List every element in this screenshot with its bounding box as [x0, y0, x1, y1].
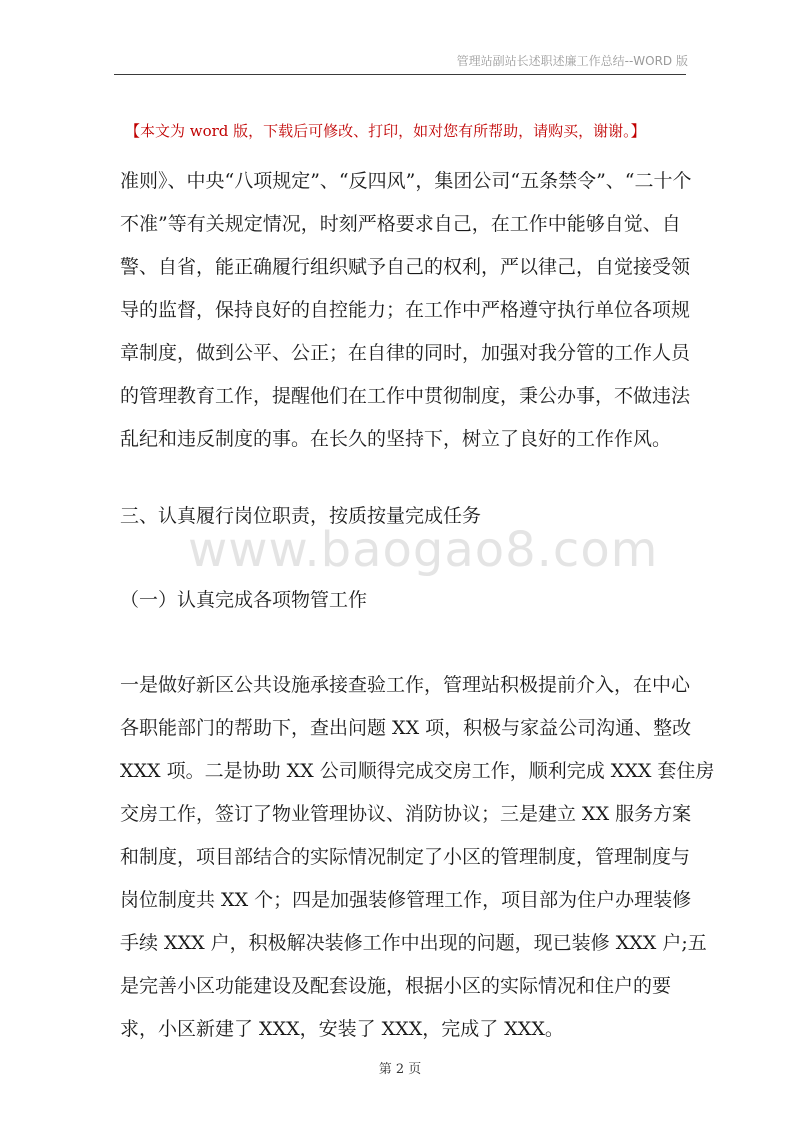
- paragraph-line: 手续 XXX 户，积极解决装修工作中出现的问题，现已装修 XXX 户;五: [120, 932, 707, 954]
- paragraph-line: 准则》、中央“八项规定”、“反四风”，集团公司“五条禁令”、“二十个: [120, 170, 692, 192]
- paragraph-line: 警、自省，能正确履行组织赋予自己的权利，严以律己，自觉接受领: [120, 256, 691, 278]
- paragraph-line: 导的监督，保持良好的自控能力；在工作中严格遵守执行单位各项规: [120, 299, 691, 321]
- paragraph-line: XXX 项。二是协助 XX 公司顺得完成交房工作，顺利完成 XXX 套住房: [120, 760, 715, 782]
- paragraph-line: 乱纪和违反制度的事。在长久的坚持下，树立了良好的工作作风。: [120, 428, 672, 450]
- paragraph-line: 岗位制度共 XX 个；四是加强装修管理工作，项目部为住户办理装修: [120, 889, 692, 911]
- header-divider: [114, 74, 686, 75]
- paragraph-discipline: [120, 160, 692, 461]
- paragraph-property-work: [120, 664, 715, 1051]
- paragraph-line: 是完善小区功能建设及配套设施，根据小区的实际情况和住户的要: [120, 975, 672, 997]
- paragraph-line: 和制度，项目部结合的实际情况制定了小区的管理制度，管理制度与: [120, 846, 691, 868]
- running-header: 管理站副站长述职述廉工作总结--WORD 版: [456, 54, 688, 68]
- page-number: 第 2 页: [378, 1062, 422, 1077]
- purchase-notice: 【本文为 word 版，下载后可修改、打印，如对您有所帮助，请购买，谢谢。】: [125, 122, 646, 140]
- paragraph-line: 章制度，做到公平、公正；在自律的同时，加强对我分管的工作人员: [120, 342, 691, 364]
- paragraph-line: 一是做好新区公共设施承接查验工作，管理站积极提前介入，在中心: [120, 674, 691, 696]
- paragraph-line: 各职能部门的帮助下，查出问题 XX 项，积极与家益公司沟通、整改: [120, 717, 692, 739]
- paragraph-line: 求，小区新建了 XXX，安装了 XXX，完成了 XXX。: [120, 1018, 564, 1040]
- watermark: www.baogao8.com: [188, 522, 659, 578]
- paragraph-line: 不准”等有关规定情况，时刻严格要求自己，在工作中能够自觉、自: [120, 213, 681, 235]
- section-heading: 三、认真履行岗位职责，按质按量完成任务: [120, 505, 482, 527]
- subsection-heading: （一）认真完成各项物管工作: [120, 589, 368, 611]
- paragraph-line: 交房工作，签订了物业管理协议、消防协议；三是建立 XX 服务方案: [120, 803, 692, 825]
- paragraph-line: 的管理教育工作，提醒他们在工作中贯彻制度，秉公办事，不做违法: [120, 385, 691, 407]
